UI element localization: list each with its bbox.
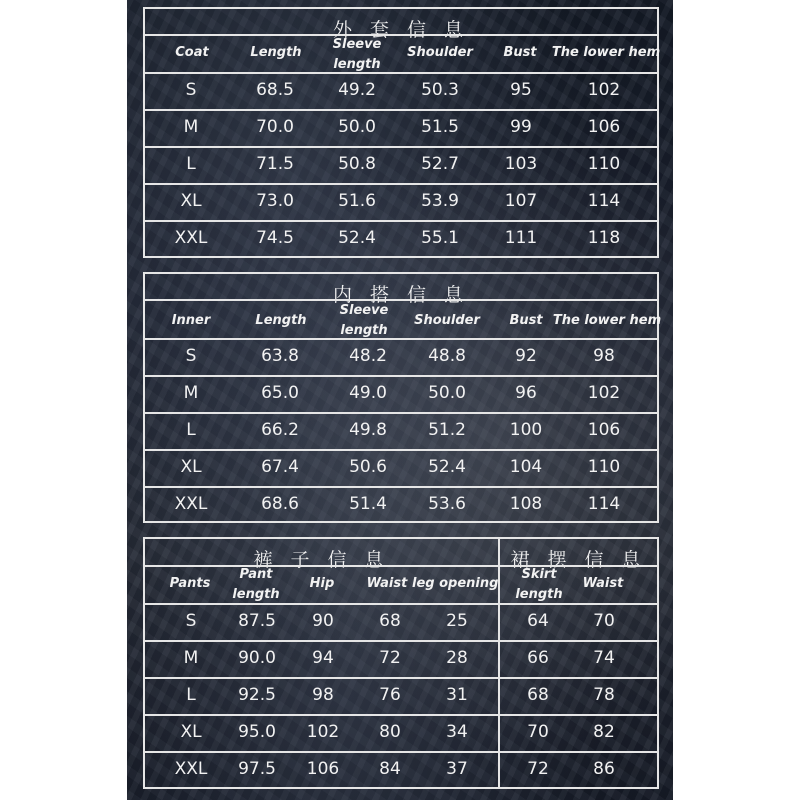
coat-row-divider <box>143 109 659 111</box>
inner-cell: 102 <box>587 382 621 403</box>
skirt-header-1: Waist <box>582 576 624 591</box>
pants-cell: 90 <box>312 610 334 631</box>
pants-title: 裤 子 信 息 <box>253 549 390 571</box>
pants-cell: 72 <box>379 647 401 668</box>
inner-cell: L <box>186 419 196 440</box>
skirt-cell: 68 <box>527 684 549 705</box>
inner-row-divider <box>143 299 659 301</box>
inner-header-3: Shoulder <box>414 313 480 328</box>
skirt-cell: 78 <box>593 684 615 705</box>
skirt-row-divider <box>498 640 659 642</box>
pants-cell: XL <box>180 721 202 742</box>
skirt-row-divider <box>498 714 659 716</box>
skirt-cell: 82 <box>593 721 615 742</box>
coat-cell: 99 <box>510 116 532 137</box>
coat-row-divider <box>143 34 659 36</box>
coat-cell: S <box>185 79 197 100</box>
inner-cell: 48.8 <box>428 345 466 366</box>
coat-header-0: Coat <box>175 45 209 60</box>
skirt-cell: 66 <box>527 647 549 668</box>
pants-header-2: Hip <box>309 576 335 591</box>
skirt-row-divider <box>498 677 659 679</box>
pants-cell: 28 <box>446 647 468 668</box>
pants-cell: 92.5 <box>238 684 276 705</box>
pants-cell: 94 <box>312 647 334 668</box>
pants-cell: XXL <box>174 759 208 779</box>
inner-row-divider <box>143 338 659 340</box>
pants-cell: 31 <box>446 684 468 705</box>
pants-header-1: Pant length <box>232 567 280 602</box>
pants-row-divider <box>143 640 500 642</box>
inner-cell: 92 <box>515 345 537 366</box>
coat-header-1: Length <box>250 45 302 60</box>
coat-cell: 74.5 <box>256 228 294 248</box>
coat-cell: 106 <box>587 116 621 137</box>
pants-cell: 90.0 <box>238 647 276 668</box>
coat-cell: 49.2 <box>338 79 376 100</box>
skirt-cell: 64 <box>527 610 549 631</box>
pants-header-0: Pants <box>169 576 211 591</box>
skirt-row-divider <box>498 751 659 753</box>
inner-cell: 65.0 <box>261 382 299 403</box>
pants-cell: 102 <box>306 721 340 742</box>
coat-row-divider <box>143 146 659 148</box>
coat-cell: M <box>183 116 199 137</box>
coat-cell: 50.8 <box>338 153 376 174</box>
inner-row-divider <box>143 412 659 414</box>
pants-cell: 87.5 <box>238 610 276 631</box>
inner-cell: 52.4 <box>428 456 466 477</box>
inner-cell: 49.8 <box>349 419 387 440</box>
coat-title: 外 套 信 息 <box>332 19 470 41</box>
inner-cell: 50.6 <box>349 456 387 477</box>
coat-header-3: Shoulder <box>407 45 473 60</box>
coat-cell: 52.4 <box>338 228 376 248</box>
pants-header-4: leg opening <box>412 576 499 591</box>
inner-cell: S <box>185 345 197 366</box>
coat-cell: XXL <box>174 228 208 248</box>
coat-cell: 52.7 <box>421 153 459 174</box>
coat-cell: 73.0 <box>256 190 294 211</box>
skirt-cell: 86 <box>593 759 615 779</box>
pants-cell: 80 <box>379 721 401 742</box>
pants-cell: 95.0 <box>238 721 276 742</box>
coat-cell: 114 <box>587 190 621 211</box>
pants-cell: 76 <box>379 684 401 705</box>
inner-cell: 66.2 <box>261 419 299 440</box>
pants-cell: L <box>186 684 196 705</box>
inner-cell: 96 <box>515 382 537 403</box>
skirt-header-0: Skirt length <box>515 567 563 602</box>
skirt-cell: 72 <box>527 759 549 779</box>
pants-cell: S <box>185 610 197 631</box>
inner-cell: XXL <box>174 493 208 514</box>
coat-cell: 95 <box>510 79 532 100</box>
pants-cell: 84 <box>379 759 401 779</box>
coat-cell: 102 <box>587 79 621 100</box>
coat-cell: 111 <box>504 228 538 248</box>
inner-cell: 110 <box>587 456 621 477</box>
coat-cell: 68.5 <box>256 79 294 100</box>
pants-cell: 34 <box>446 721 468 742</box>
pants-cell: M <box>183 647 199 668</box>
coat-cell: 53.9 <box>421 190 459 211</box>
skirt-cell: 74 <box>593 647 615 668</box>
inner-cell: 108 <box>509 493 543 514</box>
coat-header-5: The lower hem <box>551 45 661 60</box>
coat-cell: 107 <box>504 190 538 211</box>
pants-header-3: Waist <box>366 576 408 591</box>
skirt-cell: 70 <box>527 721 549 742</box>
inner-cell: 67.4 <box>261 456 299 477</box>
inner-row-divider <box>143 486 659 488</box>
coat-cell: 110 <box>587 153 621 174</box>
pants-cell: 106 <box>306 759 340 779</box>
coat-cell: 50.3 <box>421 79 459 100</box>
coat-cell: 118 <box>587 228 621 248</box>
coat-cell: 70.0 <box>256 116 294 137</box>
inner-header-2: Sleeve length <box>339 303 389 338</box>
inner-cell: 51.2 <box>428 419 466 440</box>
inner-cell: 50.0 <box>428 382 466 403</box>
inner-title: 内 搭 信 息 <box>332 284 470 306</box>
coat-cell: 51.5 <box>421 116 459 137</box>
pants-cell: 37 <box>446 759 468 779</box>
pants-row-divider <box>143 677 500 679</box>
inner-cell: 53.6 <box>428 493 466 514</box>
pants-row-divider <box>143 603 500 605</box>
pants-row-divider <box>143 565 500 567</box>
coat-header-4: Bust <box>503 45 537 60</box>
coat-cell: XL <box>180 190 202 211</box>
inner-cell: 51.4 <box>349 493 387 514</box>
size-chart <box>127 0 673 800</box>
coat-cell: 51.6 <box>338 190 376 211</box>
coat-header-2: Sleeve length <box>332 37 382 72</box>
inner-row-divider <box>143 375 659 377</box>
inner-cell: 63.8 <box>261 345 299 366</box>
inner-cell: XL <box>180 456 202 477</box>
coat-cell: 55.1 <box>421 228 459 248</box>
pants-cell: 25 <box>446 610 468 631</box>
inner-cell: M <box>183 382 199 403</box>
inner-row-divider <box>143 449 659 451</box>
coat-row-divider <box>143 72 659 74</box>
coat-cell: 50.0 <box>338 116 376 137</box>
inner-cell: 104 <box>509 456 543 477</box>
coat-row-divider <box>143 220 659 222</box>
inner-cell: 114 <box>587 493 621 514</box>
pants-cell: 98 <box>312 684 334 705</box>
inner-header-4: Bust <box>509 313 543 328</box>
inner-header-0: Inner <box>171 313 211 328</box>
inner-cell: 106 <box>587 419 621 440</box>
skirt-cell: 70 <box>593 610 615 631</box>
pants-row-divider <box>143 751 500 753</box>
inner-cell: 98 <box>593 345 615 366</box>
inner-header-1: Length <box>255 313 307 328</box>
coat-cell: 103 <box>504 153 538 174</box>
pants-cell: 68 <box>379 610 401 631</box>
inner-cell: 48.2 <box>349 345 387 366</box>
inner-header-5: The lower hem <box>552 313 662 328</box>
pants-row-divider <box>143 714 500 716</box>
pants-cell: 97.5 <box>238 759 276 779</box>
inner-cell: 49.0 <box>349 382 387 403</box>
coat-cell: 71.5 <box>256 153 294 174</box>
coat-row-divider <box>143 183 659 185</box>
inner-cell: 100 <box>509 419 543 440</box>
skirt-title: 裙 摆 信 息 <box>510 549 647 571</box>
coat-cell: L <box>186 153 196 174</box>
inner-cell: 68.6 <box>261 493 299 514</box>
